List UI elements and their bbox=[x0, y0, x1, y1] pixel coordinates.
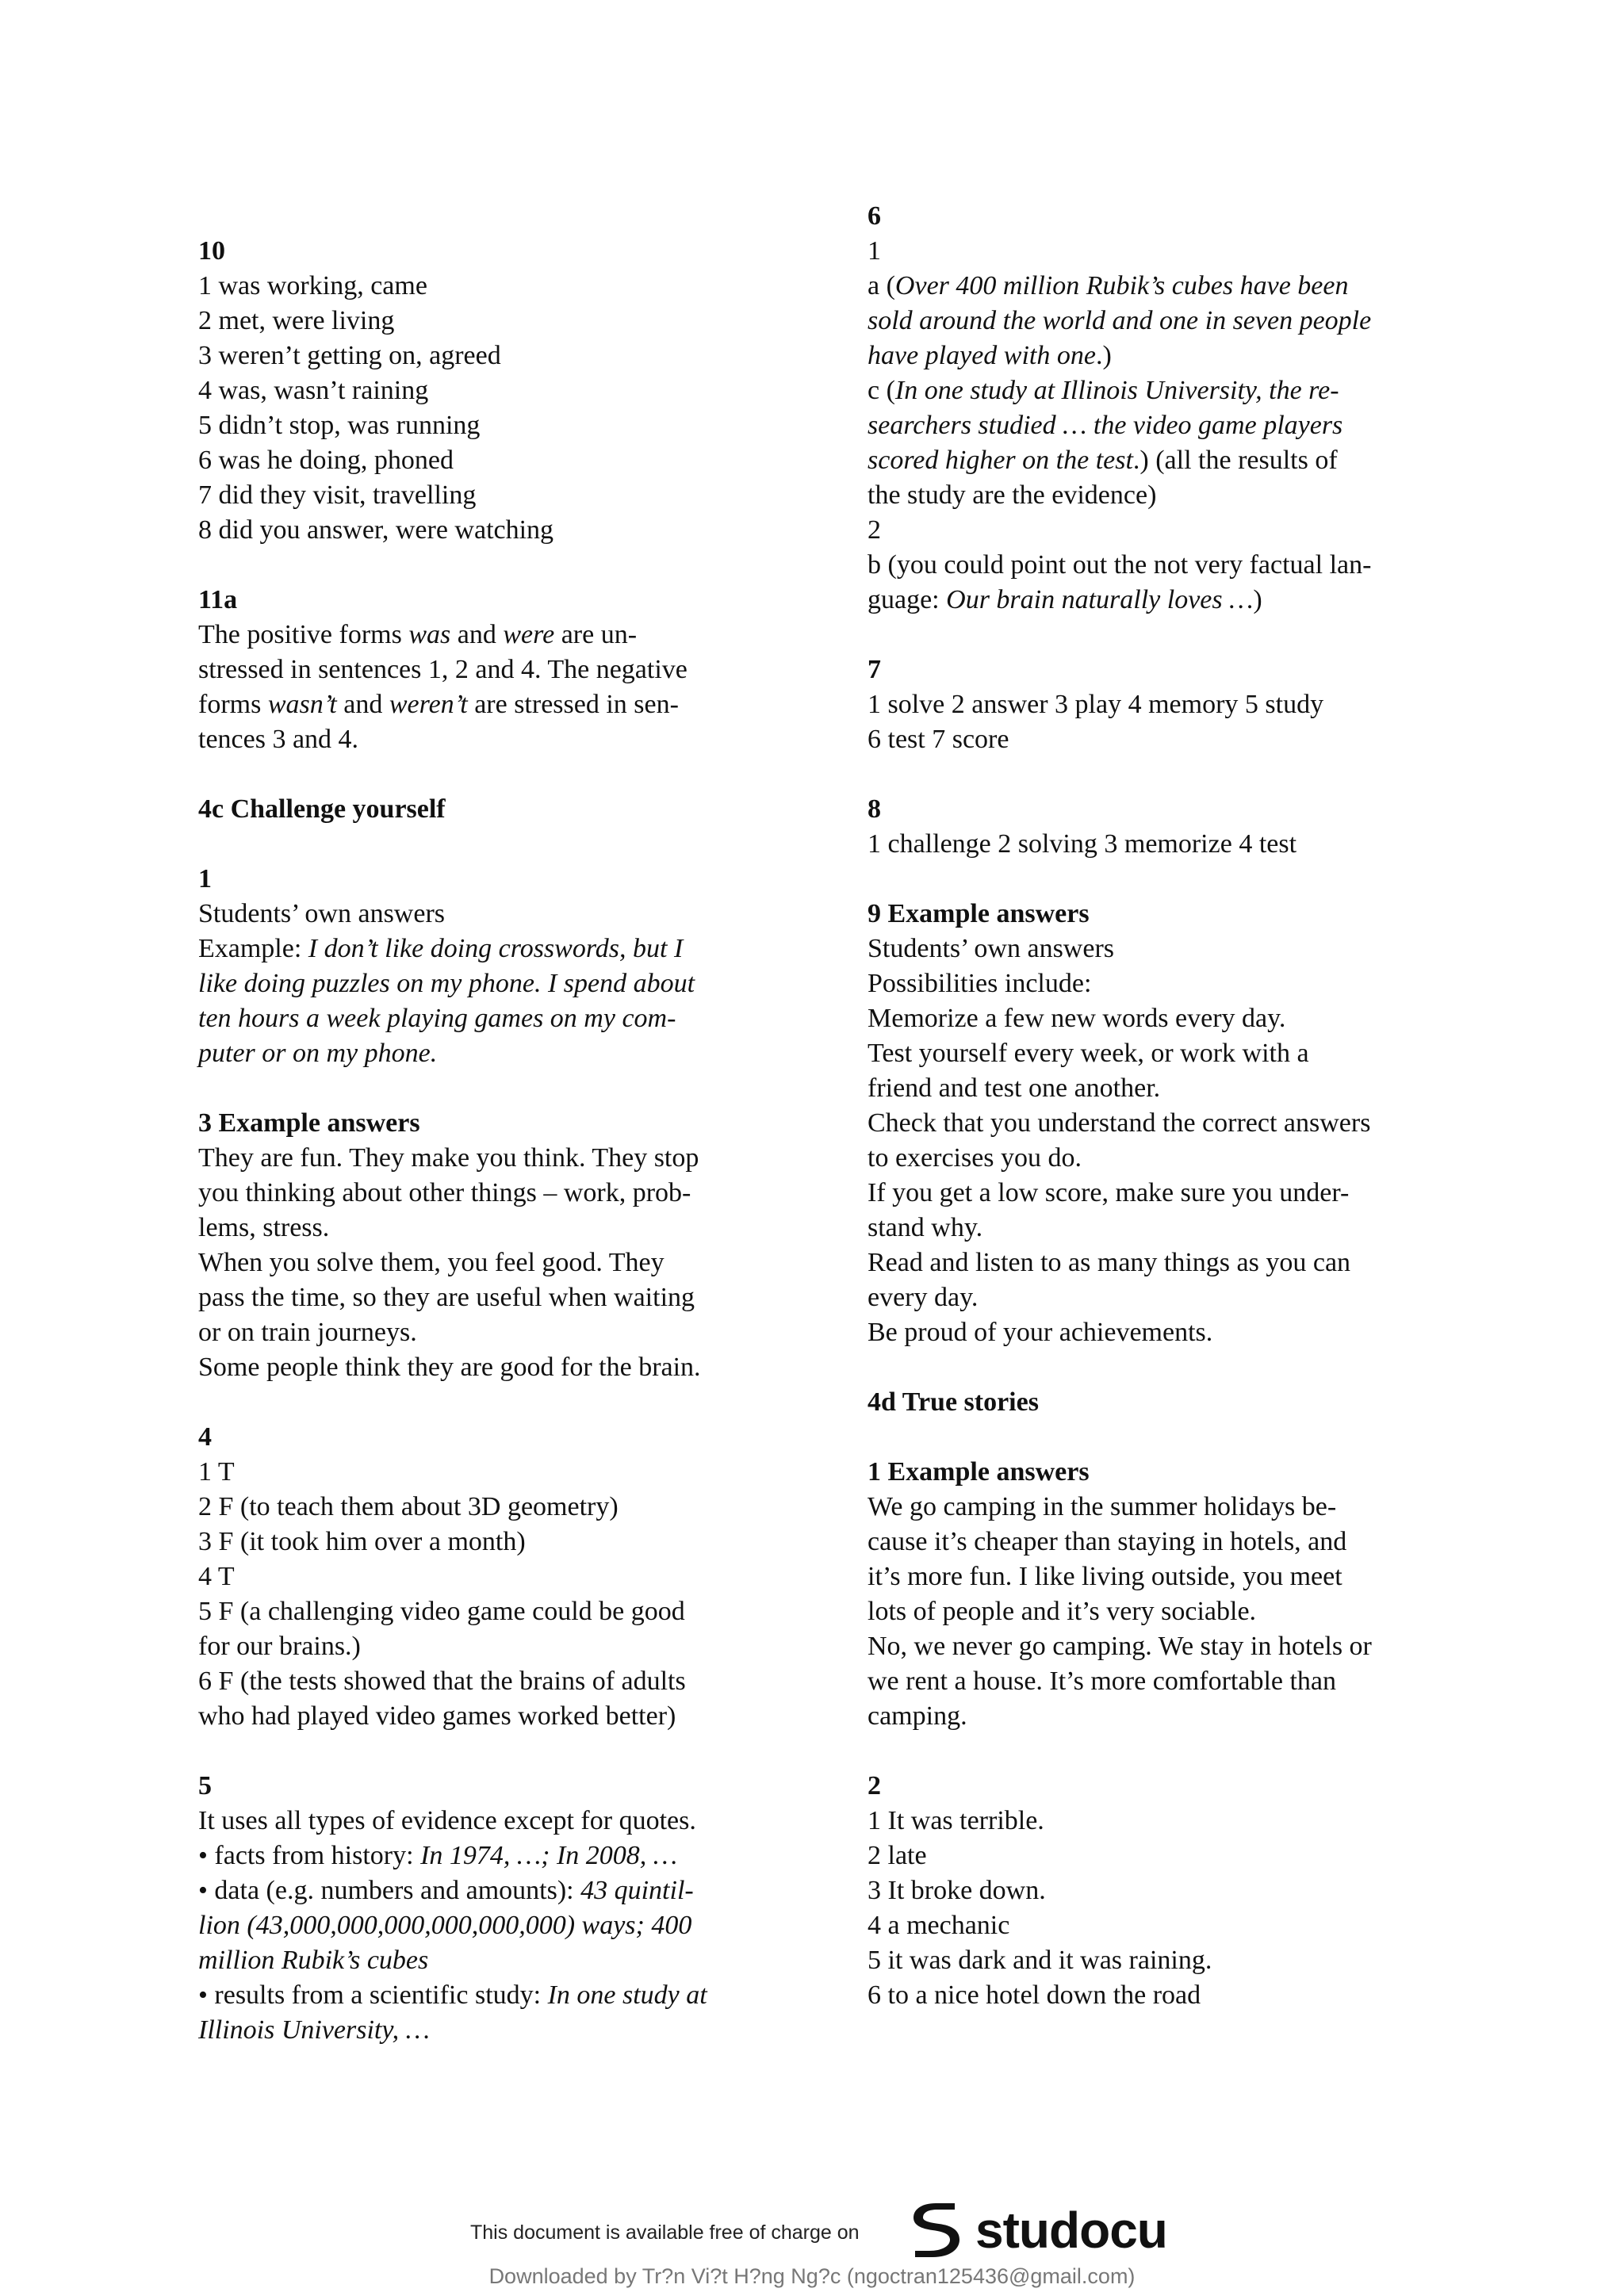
answer-line: Read and listen to as many things as you can bbox=[868, 1248, 1351, 1277]
answer-line: Students’ own answers bbox=[868, 934, 1114, 963]
section-c3 bbox=[198, 1106, 801, 1385]
answer-line: 3 F (it took him over a month) bbox=[198, 1527, 526, 1556]
answer-line: They are fun. They make you think. They stop bbox=[198, 1143, 699, 1173]
studocu-logo-icon bbox=[904, 2198, 967, 2262]
answer-line: 2 late bbox=[868, 1841, 927, 1870]
section-c1 bbox=[198, 862, 801, 1071]
answer-line: a (Over 400 million Rubik’s cubes have been bbox=[868, 271, 1349, 300]
answer-line: friend and test one another. bbox=[868, 1073, 1161, 1103]
answer-line: to exercises you do. bbox=[868, 1143, 1082, 1173]
section-9 bbox=[868, 897, 1470, 1350]
section-heading: 7 bbox=[868, 655, 881, 684]
sub-number: 1 bbox=[868, 236, 881, 266]
answer-line: • results from a scientific study: In one study at bbox=[198, 1980, 707, 2010]
answer-line: or on train journeys. bbox=[198, 1318, 417, 1347]
answer-line: for our brains.) bbox=[198, 1632, 361, 1661]
answer-line: We go camping in the summer holidays be- bbox=[868, 1492, 1337, 1521]
answer-line: lems, stress. bbox=[198, 1213, 330, 1242]
section-heading: 8 bbox=[868, 794, 881, 824]
answer-line: • data (e.g. numbers and amounts): 43 quintil- bbox=[198, 1876, 694, 1905]
answer-line: 8 did you answer, were watching bbox=[198, 515, 554, 545]
studocu-logo-text: studocu bbox=[975, 2202, 1167, 2259]
answer-line: 3 weren’t getting on, agreed bbox=[198, 341, 501, 370]
answer-line: stressed in sentences 1, 2 and 4. The negative bbox=[198, 655, 688, 684]
answer-line: 4 T bbox=[198, 1562, 235, 1591]
answer-line: b (you could point out the not very factual lan- bbox=[868, 550, 1372, 580]
answer-line: It uses all types of evidence except for quotes. bbox=[198, 1806, 696, 1835]
answer-line: the study are the evidence) bbox=[868, 480, 1157, 510]
answer-line: If you get a low score, make sure you under- bbox=[868, 1178, 1350, 1207]
answer-line: have played with one.) bbox=[868, 341, 1112, 370]
answer-line: cause it’s cheaper than staying in hotels, and bbox=[868, 1527, 1347, 1556]
answer-line: 1 solve 2 answer 3 play 4 memory 5 study bbox=[868, 690, 1324, 719]
section-11a bbox=[198, 583, 801, 757]
answer-line: who had played video games worked better) bbox=[198, 1701, 676, 1731]
section-c4 bbox=[198, 1420, 801, 1734]
answer-line: 1 It was terrible. bbox=[868, 1806, 1044, 1835]
answer-line: 6 was he doing, phoned bbox=[198, 446, 454, 475]
answer-line: Check that you understand the correct answers bbox=[868, 1108, 1371, 1138]
answer-line: tences 3 and 4. bbox=[198, 725, 359, 754]
section-8 bbox=[868, 792, 1470, 862]
answer-line: we rent a house. It’s more comfortable than bbox=[868, 1667, 1337, 1696]
answer-line: 6 test 7 score bbox=[868, 725, 1009, 754]
section-ts2 bbox=[868, 1769, 1470, 2013]
unit-heading-true-stories: 4d True stories bbox=[868, 1387, 1039, 1417]
right-column bbox=[868, 199, 1470, 2013]
answer-line: 4 was, wasn’t raining bbox=[198, 376, 429, 405]
answer-line: forms wasn’t and weren’t are stressed in sen- bbox=[198, 690, 679, 719]
answer-line: Students’ own answers bbox=[198, 899, 445, 928]
section-heading: 5 bbox=[198, 1771, 212, 1800]
answer-line: • facts from history: In 1974, …; In 2008, … bbox=[198, 1841, 678, 1870]
answer-line: When you solve them, you feel good. They bbox=[198, 1248, 665, 1277]
section-heading: 2 bbox=[868, 1771, 881, 1800]
answer-line: 3 It broke down. bbox=[868, 1876, 1046, 1905]
left-column bbox=[198, 234, 801, 2048]
section-heading: 10 bbox=[198, 236, 225, 266]
answer-line: sold around the world and one in seven people bbox=[868, 306, 1372, 335]
answer-line: you thinking about other things – work, prob- bbox=[198, 1178, 691, 1207]
answer-line: 6 to a nice hotel down the road bbox=[868, 1980, 1201, 2010]
section-7 bbox=[868, 652, 1470, 757]
answer-line: Test yourself every week, or work with a bbox=[868, 1039, 1309, 1068]
answer-line: Example: I don’t like doing crosswords, but I bbox=[198, 934, 684, 963]
answer-line: ten hours a week playing games on my com- bbox=[198, 1004, 676, 1033]
answer-line: million Rubik’s cubes bbox=[198, 1946, 429, 1975]
sub-number: 2 bbox=[868, 515, 881, 545]
unit-heading-challenge: 4c Challenge yourself bbox=[198, 794, 446, 824]
answer-line: c (In one study at Illinois University, the re- bbox=[868, 376, 1339, 405]
answer-line: 1 T bbox=[198, 1457, 235, 1487]
answer-line: stand why. bbox=[868, 1213, 983, 1242]
answer-line: lion (43,000,000,000,000,000,000) ways; 400 bbox=[198, 1911, 692, 1940]
answer-line: scored higher on the test.) (all the results of bbox=[868, 446, 1338, 475]
section-10 bbox=[198, 234, 801, 548]
section-c5 bbox=[198, 1769, 801, 2048]
section-heading: 9 Example answers bbox=[868, 899, 1090, 928]
answer-line: Possibilities include: bbox=[868, 969, 1092, 998]
section-heading: 1 bbox=[198, 864, 212, 894]
answer-line: every day. bbox=[868, 1283, 979, 1312]
answer-line: No, we never go camping. We stay in hotels or bbox=[868, 1632, 1372, 1661]
answer-line: 4 a mechanic bbox=[868, 1911, 1010, 1940]
section-ts1 bbox=[868, 1455, 1470, 1734]
answer-line: lots of people and it’s very sociable. bbox=[868, 1597, 1257, 1626]
answer-line: 1 challenge 2 solving 3 memorize 4 test bbox=[868, 829, 1297, 859]
answer-line: like doing puzzles on my phone. I spend about bbox=[198, 969, 695, 998]
section-heading: 3 Example answers bbox=[198, 1108, 420, 1138]
answer-line: camping. bbox=[868, 1701, 967, 1731]
answer-line: pass the time, so they are useful when waiting bbox=[198, 1283, 695, 1312]
footer-downloaded-by: Downloaded by Tr?n Vi?t H?ng Ng?c (ngoctran125436@gmail.com) bbox=[488, 2264, 1136, 2288]
answer-line: it’s more fun. I like living outside, you meet bbox=[868, 1562, 1342, 1591]
studocu-logo[interactable] bbox=[904, 2198, 1167, 2262]
section-heading: 6 bbox=[868, 201, 881, 231]
section-heading: 1 Example answers bbox=[868, 1457, 1090, 1487]
answer-line: Some people think they are good for the brain. bbox=[198, 1353, 701, 1382]
answer-line: guage: Our brain naturally loves …) bbox=[868, 585, 1262, 614]
answer-line: 1 was working, came bbox=[198, 271, 427, 300]
section-6 bbox=[868, 199, 1470, 618]
answer-line: 5 F (a challenging video game could be good bbox=[198, 1597, 685, 1626]
answer-line: Memorize a few new words every day. bbox=[868, 1004, 1286, 1033]
section-heading: 4 bbox=[198, 1422, 212, 1452]
answer-line: searchers studied … the video game players bbox=[868, 411, 1343, 440]
answer-line: Illinois University, … bbox=[198, 2015, 430, 2045]
answer-line: 2 met, were living bbox=[198, 306, 395, 335]
answer-line: puter or on my phone. bbox=[198, 1039, 438, 1068]
answer-line: 5 it was dark and it was raining. bbox=[868, 1946, 1212, 1975]
answer-line: 7 did they visit, travelling bbox=[198, 480, 477, 510]
answer-line: The positive forms was and were are un- bbox=[198, 620, 638, 649]
section-heading: 11a bbox=[198, 585, 238, 614]
answer-line: 6 F (the tests showed that the brains of adults bbox=[198, 1667, 686, 1696]
answer-line: 2 F (to teach them about 3D geometry) bbox=[198, 1492, 619, 1521]
footer-availability-text: This document is available free of charge on bbox=[470, 2221, 860, 2244]
answer-line: Be proud of your achievements. bbox=[868, 1318, 1213, 1347]
answer-line: 5 didn’t stop, was running bbox=[198, 411, 481, 440]
